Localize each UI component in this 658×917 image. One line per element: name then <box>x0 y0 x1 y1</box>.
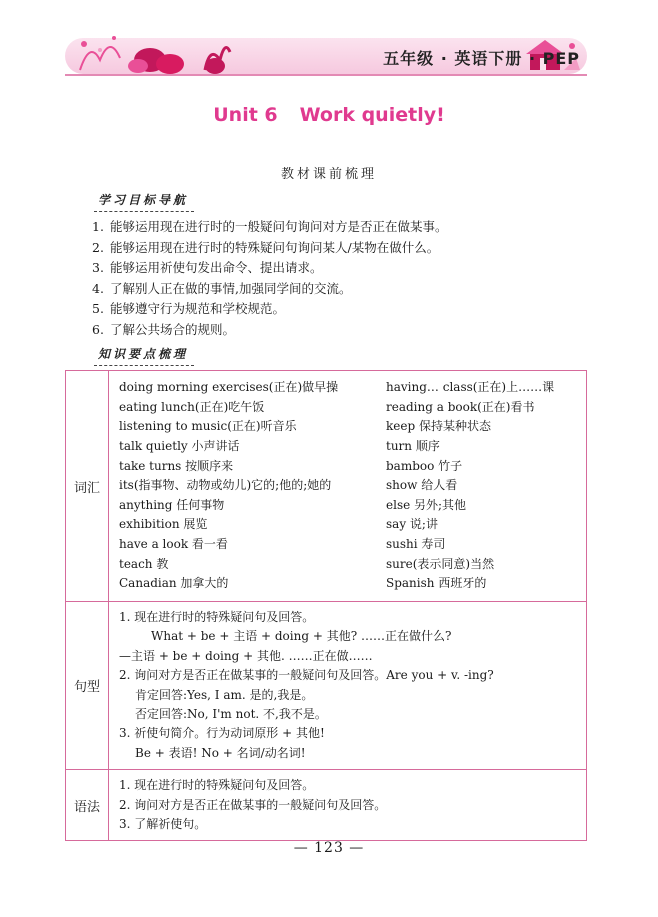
vocab-item: have a look 看一看 <box>119 536 228 551</box>
vocab-item: keep 保持某种状态 <box>386 419 491 434</box>
vocab-item: Spanish 西班牙的 <box>386 576 487 591</box>
vocab-item: take turns 按顺序来 <box>119 458 234 473</box>
table-row <box>66 770 587 841</box>
vocab-item: listening to music(正在)听音乐 <box>119 419 297 434</box>
table-row <box>66 602 587 770</box>
unit-title <box>0 104 658 126</box>
list-item: 2. 能够运用现在进行时的特殊疑问句询问某人/某物在做什么。 <box>92 239 440 255</box>
vocab-cell <box>109 371 587 602</box>
list-item: 4. 了解别人正在做的事情,加强同学间的交流。 <box>92 280 352 296</box>
vocab-item: sushi 寿司 <box>386 536 446 551</box>
knowledge-table <box>65 370 587 841</box>
vocab-item: reading a book(正在)看书 <box>386 399 535 414</box>
sentence-line: Be + 表语! No + 名词/动名词! <box>135 745 306 760</box>
vocab-item: else 另外;其他 <box>386 497 467 512</box>
vocab-item: exhibition 展览 <box>119 517 208 532</box>
vocab-item: show 给人看 <box>386 478 458 493</box>
vocab-label: 词汇 <box>66 371 109 602</box>
sentence-line: What + be + 主语 + doing + 其他? ……正在做什么? <box>151 629 452 644</box>
grammar-line: 3. 了解祈使句。 <box>119 817 207 832</box>
page-number: — 123 — <box>293 840 365 856</box>
table-row <box>66 371 587 602</box>
vocab-item: Canadian 加拿大的 <box>119 576 229 591</box>
list-item: 1. 能够运用现在进行时的一般疑问句询问对方是否正在做某事。 <box>92 219 448 234</box>
list-item: 6. 了解公共场合的规则。 <box>92 321 236 337</box>
sentence-line: 否定回答:No, I'm not. 不,我不是。 <box>135 707 327 722</box>
grammar-cell <box>109 770 587 841</box>
objectives-heading: 学习目标导航 <box>98 193 189 207</box>
grammar-line: 2. 询问对方是否正在做某事的一般疑问句及回答。 <box>119 797 387 812</box>
vocab-item: say 说;讲 <box>386 517 438 532</box>
vocab-item: bamboo 竹子 <box>386 458 463 473</box>
sentence-line: —主语 + be + doing + 其他. ……正在做…… <box>119 648 373 663</box>
sentence-line: 3. 祈使句简介。行为动词原形 + 其他! <box>119 726 325 741</box>
knowledge-heading: 知识要点梳理 <box>98 347 189 361</box>
sentence-label: 句型 <box>66 602 109 770</box>
sentence-cell <box>109 602 587 770</box>
floral-decoration-icon <box>70 30 240 80</box>
book-header: 五年级 · 英语下册 · PEP <box>383 49 580 68</box>
sentence-line: 肯定回答:Yes, I am. 是的,我是。 <box>135 687 314 702</box>
vocab-item: eating lunch(正在)吃午饭 <box>119 399 265 414</box>
grammar-line: 1. 现在进行时的特殊疑问句及回答。 <box>119 778 315 793</box>
vocab-item: talk quietly 小声讲话 <box>119 439 240 454</box>
unit-number: Unit 6 <box>213 104 278 126</box>
vocab-item: teach 教 <box>119 556 169 571</box>
unit-name: Work quietly! <box>299 104 445 126</box>
vocab-item: doing morning exercises(正在)做早操 <box>119 380 339 395</box>
vocab-item: its(指事物、动物或幼儿)它的;他的;她的 <box>119 478 332 493</box>
list-item: 3. 能够运用祈使句发出命令、提出请求。 <box>92 260 323 275</box>
vocab-item: anything 任何事物 <box>119 497 225 512</box>
list-item: 5. 能够遵守行为规范和学校规范。 <box>92 301 286 316</box>
sentence-line: 2. 询问对方是否正在做某事的一般疑问句及回答。Are you + v. -ing? <box>119 668 494 683</box>
section-title: 教材课前梳理 <box>280 167 377 182</box>
objectives-list <box>92 217 572 340</box>
vocab-item: turn 顺序 <box>386 439 440 454</box>
sentence-line: 1. 现在进行时的特殊疑问句及回答。 <box>119 610 315 624</box>
vocab-item: having… class(正在)上……课 <box>386 380 555 395</box>
grammar-label: 语法 <box>66 770 109 841</box>
vocab-item: sure(表示同意)当然 <box>386 556 495 571</box>
